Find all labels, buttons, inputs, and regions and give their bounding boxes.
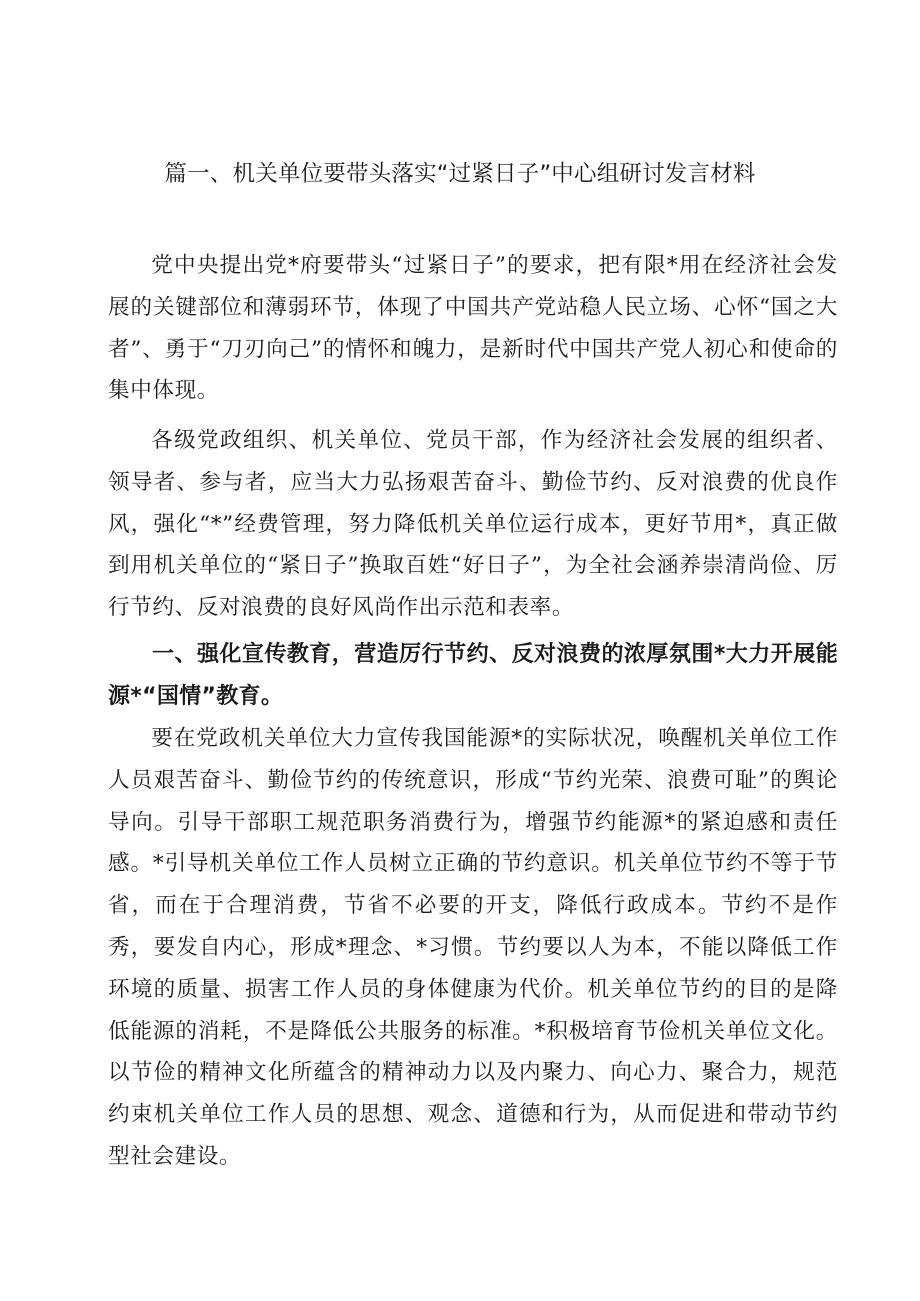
paragraph-organizations: 各级党政组织、机关单位、党员干部，作为经济社会发展的组织者、领导者、参与者，应当大力弘扬艰苦奋斗、勤俭节约、反对浪费的优良作风，强化“*”经费管理，努力降低机关单位运行成本，更好节用*，真正做到用机关单位的“紧日子”换取百姓“好日子”，为全社会涵养崇清尚俭、厉行节约、反对浪费的良好风尚作出示范和表率。 <box>108 428 838 621</box>
document-title: 篇一、机关单位要带头落实“过紧日子”中心组研讨发言材料 <box>164 161 756 187</box>
paragraph-intro: 党中央提出党*府要带头“过紧日子”的要求，把有限*用在经济社会发展的关键部位和薄弱环节，体现了中国共产党站稳人民立场、心怀“国之大者”、勇于“刀刃向己”的情怀和魄力，是新时代中国共产党人初心和使命的集中体现。 <box>108 253 838 404</box>
section-heading-1: 一、强化宣传教育，营造厉行节约、反对浪费的浓厚氛围*大力开展能源*“国情”教育。 <box>108 642 838 709</box>
paragraph-section-1: 要在党政机关单位大力宣传我国能源*的实际状况，唤醒机关单位工作人员艰苦奋斗、勤俭节约的传统意识，形成“节约光荣、浪费可耻”的舆论导向。引导干部职工规范职务消费行为，增强节约能源*的紧迫感和责任感。*引导机关单位工作人员树立正确的节约意识。机关单位节约不等于节省，而在于合理消费，节省不必要的开支，降低行政成本。节约不是作秀，要发自内心，形成*理念、*习惯。节约要以人为本，不能以降低工作环境的质量、损害工作人员的身体健康为代价。机关单位节约的目的是降低能源的消耗，不是降低公共服务的标准。*积极培育节俭机关单位文化。以节俭的精神文化所蕴含的精神动力以及内聚力、向心力、聚合力，规范约束机关单位工作人员的思想、观念、道德和行为，从而促进和带动节约型社会建设。 <box>108 726 838 1169</box>
